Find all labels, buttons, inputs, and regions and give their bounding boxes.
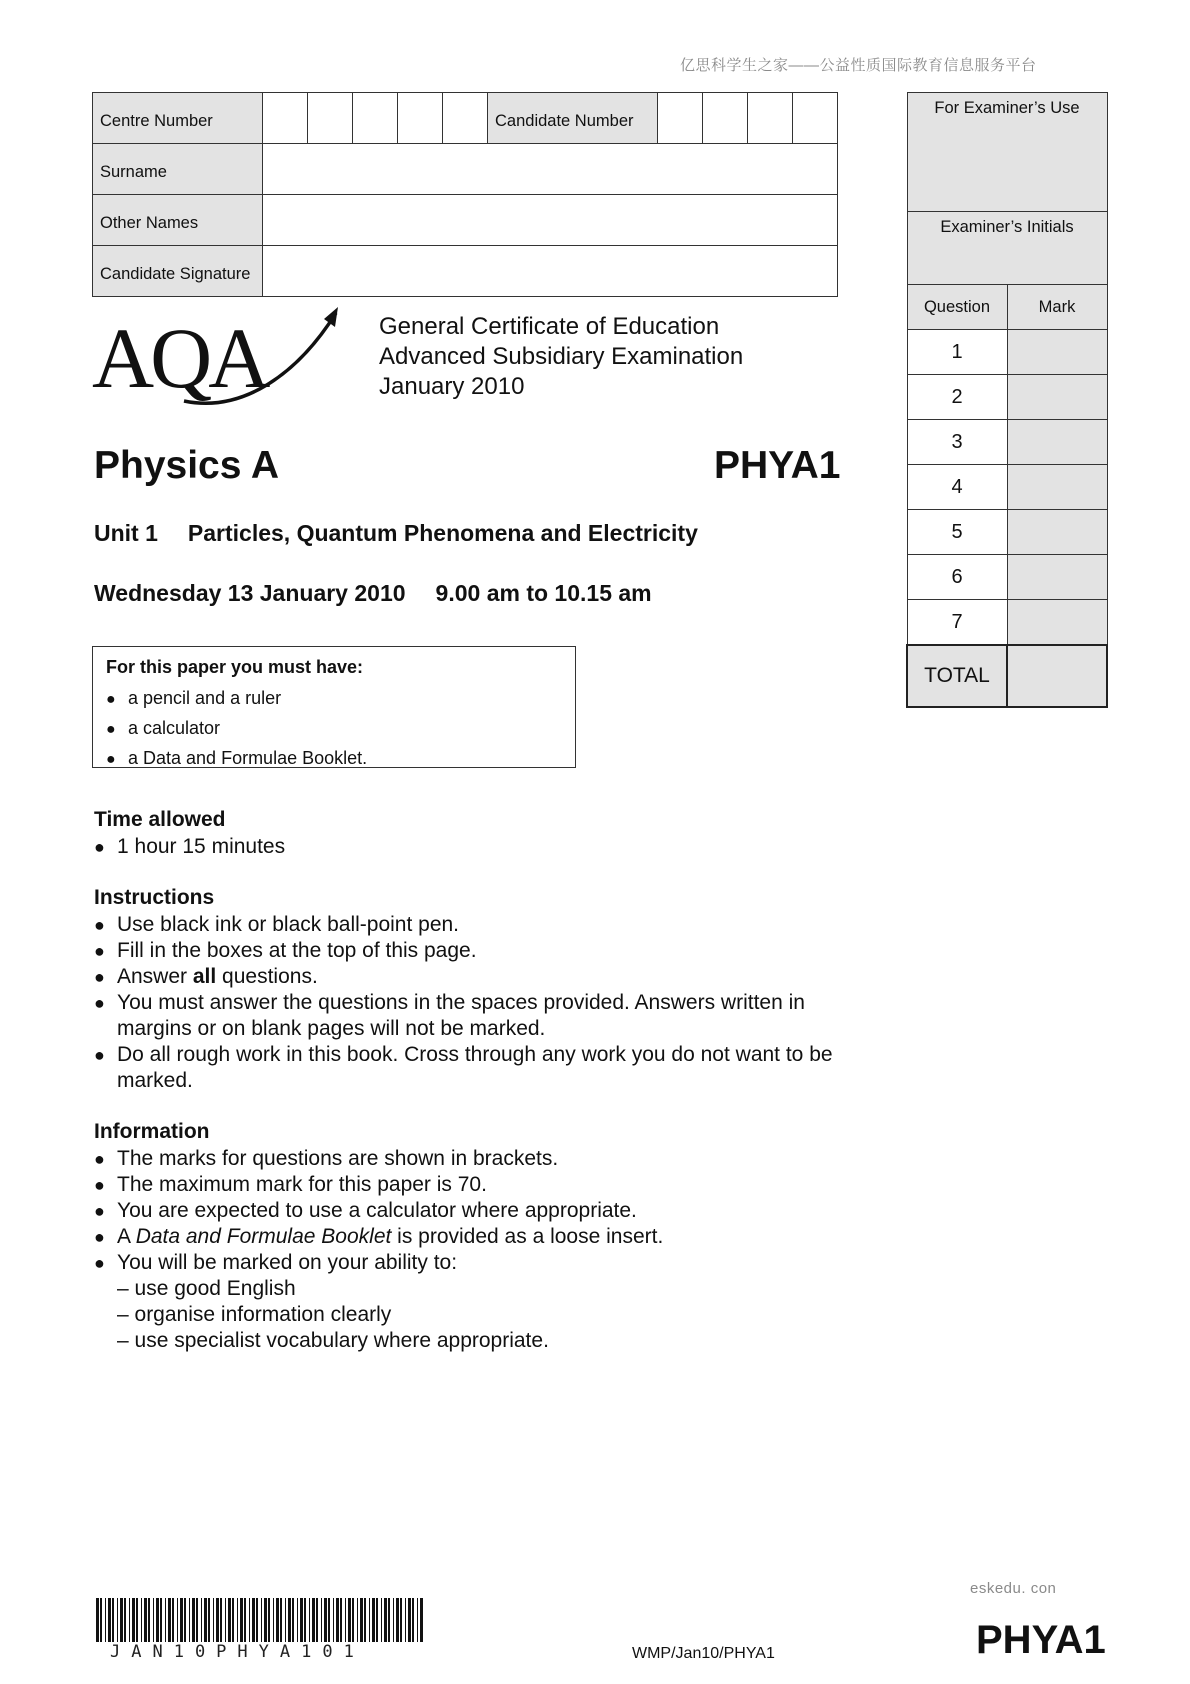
candidate-number-box[interactable]	[748, 93, 793, 144]
examination-line: Advanced Subsidiary Examination	[379, 343, 744, 370]
barcode-bar	[228, 1598, 231, 1642]
barcode-bar	[417, 1598, 418, 1642]
barcode-bar	[141, 1598, 142, 1642]
site-watermark: eskedu. con	[970, 1580, 1057, 1597]
other-names-field[interactable]	[263, 195, 838, 246]
barcode-bar	[240, 1598, 243, 1642]
unit-title: Particles, Quantum Phenomena and Electricity	[187, 520, 698, 546]
list-item: ● Use black ink or black ball-point pen.	[94, 913, 460, 936]
barcode-bar	[189, 1598, 190, 1642]
total-label: TOTAL	[907, 645, 1007, 707]
list-item: ● You must answer the questions in the spaces provided. Answers written in margins or on blank pages will not be marked.	[94, 991, 805, 1040]
barcode-bar	[165, 1598, 166, 1642]
barcode-bar	[400, 1598, 402, 1642]
barcode-bar	[117, 1598, 118, 1642]
barcode-bar	[357, 1598, 358, 1642]
barcode-bar	[384, 1598, 387, 1642]
signature-label: Candidate Signature	[93, 246, 263, 297]
candidate-number-box[interactable]	[658, 93, 703, 144]
bullet-icon: ●	[94, 1227, 105, 1247]
examiner-use-table	[906, 92, 1108, 708]
barcode-bar	[129, 1598, 130, 1642]
bullet-icon: ●	[94, 993, 105, 1013]
mark-cell[interactable]	[1007, 465, 1107, 510]
barcode-bar	[112, 1598, 114, 1642]
barcode-bar	[132, 1598, 135, 1642]
barcode-bar	[396, 1598, 399, 1642]
list-item: ● Fill in the boxes at the top of this page.	[94, 939, 477, 962]
barcode-bar	[297, 1598, 298, 1642]
barcode-bar	[280, 1598, 282, 1642]
qualification-line: General Certificate of Education	[379, 313, 720, 340]
list-item: ● The maximum mark for this paper is 70.	[94, 1173, 487, 1196]
instructions-section	[94, 884, 874, 1094]
barcode-bar	[348, 1598, 351, 1642]
question-number: 7	[907, 600, 1007, 646]
centre-number-box[interactable]	[353, 93, 398, 144]
question-number: 5	[907, 510, 1007, 555]
barcode-bar	[316, 1598, 318, 1642]
candidate-number-label: Candidate Number	[488, 93, 658, 144]
aqa-logo	[92, 305, 342, 415]
subject-title: Physics A	[94, 444, 279, 487]
footer-reference: WMP/Jan10/PHYA1	[632, 1645, 775, 1662]
qualification-header	[379, 312, 743, 402]
barcode-bar	[100, 1598, 102, 1642]
list-item: ● a pencil and a ruler	[106, 684, 562, 714]
barcode-bar	[412, 1598, 414, 1642]
barcode-bar	[268, 1598, 270, 1642]
barcode-bar	[261, 1598, 262, 1642]
barcode-bar	[345, 1598, 346, 1642]
barcode-bar	[225, 1598, 226, 1642]
sub-list-item: – use good English	[117, 1277, 296, 1300]
mark-cell[interactable]	[1007, 510, 1107, 555]
swoosh-arrow-icon	[324, 307, 338, 327]
logo-text: AQA	[92, 310, 267, 406]
total-mark-cell[interactable]	[1007, 645, 1107, 707]
barcode-bar	[156, 1598, 159, 1642]
bullet-icon: ●	[106, 691, 116, 708]
barcode-icon	[96, 1598, 426, 1642]
barcode-bar	[405, 1598, 406, 1642]
barcode-bar	[213, 1598, 214, 1642]
barcode-bar	[124, 1598, 126, 1642]
barcode-bar	[160, 1598, 162, 1642]
question-number: 6	[907, 555, 1007, 600]
barcode-bar	[196, 1598, 198, 1642]
barcode-bar	[256, 1598, 258, 1642]
list-item: ● a Data and Formulae Booklet.	[106, 744, 562, 774]
barcode-bar	[252, 1598, 255, 1642]
barcode-bar	[340, 1598, 342, 1642]
list-item: ● Do all rough work in this book. Cross through any work you do not want to be marked.	[94, 1043, 833, 1092]
section-title: Information	[94, 1120, 210, 1143]
bullet-icon: ●	[94, 837, 105, 857]
barcode-bar	[333, 1598, 334, 1642]
barcode-bar	[360, 1598, 363, 1642]
barcode-bar	[388, 1598, 390, 1642]
barcode-bar	[336, 1598, 339, 1642]
unit-heading	[94, 520, 698, 547]
sub-list-item: – organise information clearly	[117, 1303, 392, 1326]
barcode-bar	[352, 1598, 354, 1642]
section-title: Instructions	[94, 886, 215, 909]
barcode-bar	[172, 1598, 174, 1642]
section-title: Time allowed	[94, 808, 226, 831]
list-item: ● You are expected to use a calculator where appropriate.	[94, 1199, 637, 1222]
surname-field[interactable]	[263, 144, 838, 195]
bullet-icon: ●	[94, 967, 105, 987]
barcode-bar	[136, 1598, 138, 1642]
barcode-bar	[264, 1598, 267, 1642]
barcode-bar	[376, 1598, 378, 1642]
barcode-bar	[324, 1598, 327, 1642]
bullet-icon: ●	[94, 941, 105, 961]
barcode-bar	[204, 1598, 207, 1642]
mark-cell[interactable]	[1007, 420, 1107, 465]
barcode-bar	[288, 1598, 291, 1642]
time-allowed-section	[94, 806, 874, 860]
barcode-bar	[328, 1598, 330, 1642]
question-number: 3	[907, 420, 1007, 465]
barcode-bar	[364, 1598, 366, 1642]
bullet-icon: ●	[94, 1045, 105, 1065]
barcode-bar	[177, 1598, 178, 1642]
barcode-bar	[292, 1598, 294, 1642]
barcode-bar	[393, 1598, 394, 1642]
required-materials-box	[92, 646, 576, 768]
barcode-bar	[105, 1598, 106, 1642]
barcode-bar	[420, 1598, 423, 1642]
list-item: ● The marks for questions are shown in brackets.	[94, 1147, 559, 1170]
barcode-bar	[304, 1598, 306, 1642]
list-item: ● Answer all questions.	[94, 965, 318, 988]
signature-field[interactable]	[263, 246, 838, 297]
exam-time: 9.00 am to 10.15 am	[435, 580, 652, 606]
barcode-bar	[184, 1598, 186, 1642]
bullet-icon: ●	[94, 1201, 105, 1221]
barcode-bar	[285, 1598, 286, 1642]
barcode-bar	[144, 1598, 147, 1642]
examiner-initials-label: Examiner’s Initials	[907, 212, 1107, 285]
list-item: ● You will be marked on your ability to:	[94, 1251, 458, 1274]
barcode-bar	[96, 1598, 99, 1642]
barcode-bar	[369, 1598, 370, 1642]
exam-date-time	[94, 580, 652, 607]
barcode-bar	[148, 1598, 150, 1642]
bullet-icon: ●	[106, 721, 116, 738]
barcode-bar	[201, 1598, 202, 1642]
centre-number-box[interactable]	[308, 93, 353, 144]
barcode-bar	[237, 1598, 238, 1642]
session-line: January 2010	[379, 373, 525, 400]
barcode-bar	[192, 1598, 195, 1642]
centre-number-box[interactable]	[263, 93, 308, 144]
barcode-bar	[309, 1598, 310, 1642]
question-number: 4	[907, 465, 1007, 510]
paper-code: PHYA1	[714, 444, 841, 487]
mark-cell[interactable]	[1007, 600, 1107, 646]
barcode-bar	[372, 1598, 375, 1642]
barcode-bar	[312, 1598, 315, 1642]
required-materials-title: For this paper you must have:	[106, 657, 364, 677]
candidate-details-table	[92, 92, 838, 297]
sub-list-item: – use specialist vocabulary where appropriate.	[117, 1329, 549, 1352]
examiner-use-title: For Examiner’s Use	[907, 93, 1107, 212]
barcode-bar	[120, 1598, 123, 1642]
question-number: 2	[907, 375, 1007, 420]
bullet-icon: ●	[94, 1253, 105, 1273]
list-item: ● A Data and Formulae Booklet is provided as a loose insert.	[94, 1225, 664, 1248]
barcode-bar	[216, 1598, 219, 1642]
barcode-bar	[321, 1598, 322, 1642]
question-number: 1	[907, 330, 1007, 375]
barcode-bar	[381, 1598, 382, 1642]
list-item: ● 1 hour 15 minutes	[94, 835, 286, 858]
barcode-bar	[232, 1598, 234, 1642]
barcode-bar	[108, 1598, 111, 1642]
barcode-bar	[300, 1598, 303, 1642]
bullet-icon: ●	[106, 751, 116, 768]
list-item: ● a calculator	[106, 714, 562, 744]
surname-label: Surname	[93, 144, 263, 195]
barcode-bar	[249, 1598, 250, 1642]
exam-date: Wednesday 13 January 2010	[94, 580, 406, 606]
bullet-icon: ●	[94, 915, 105, 935]
barcode-bar	[244, 1598, 246, 1642]
barcode-bar	[153, 1598, 154, 1642]
centre-number-box[interactable]	[443, 93, 488, 144]
candidate-number-box[interactable]	[703, 93, 748, 144]
barcode-bar	[180, 1598, 183, 1642]
barcode-bar	[273, 1598, 274, 1642]
other-names-label: Other Names	[93, 195, 263, 246]
barcode-bar	[168, 1598, 171, 1642]
mark-cell[interactable]	[1007, 375, 1107, 420]
footer-paper-code: PHYA1	[976, 1618, 1106, 1662]
centre-number-label: Centre Number	[93, 93, 263, 144]
candidate-number-box[interactable]	[793, 93, 838, 144]
centre-number-box[interactable]	[398, 93, 443, 144]
barcode-bar	[208, 1598, 210, 1642]
question-column-header: Question	[907, 285, 1007, 330]
barcode-bar	[220, 1598, 222, 1642]
barcode-bar	[408, 1598, 411, 1642]
mark-cell[interactable]	[1007, 555, 1107, 600]
barcode-bar	[276, 1598, 279, 1642]
barcode-text: JAN10PHYA101	[110, 1642, 365, 1662]
unit-number: Unit 1	[94, 520, 158, 546]
information-section	[94, 1118, 874, 1354]
mark-cell[interactable]	[1007, 330, 1107, 375]
bullet-icon: ●	[94, 1149, 105, 1169]
mark-column-header: Mark	[1007, 285, 1107, 330]
watermark-text: 亿思科学生之家——公益性质国际教育信息服务平台	[680, 57, 1037, 74]
bullet-icon: ●	[94, 1175, 105, 1195]
